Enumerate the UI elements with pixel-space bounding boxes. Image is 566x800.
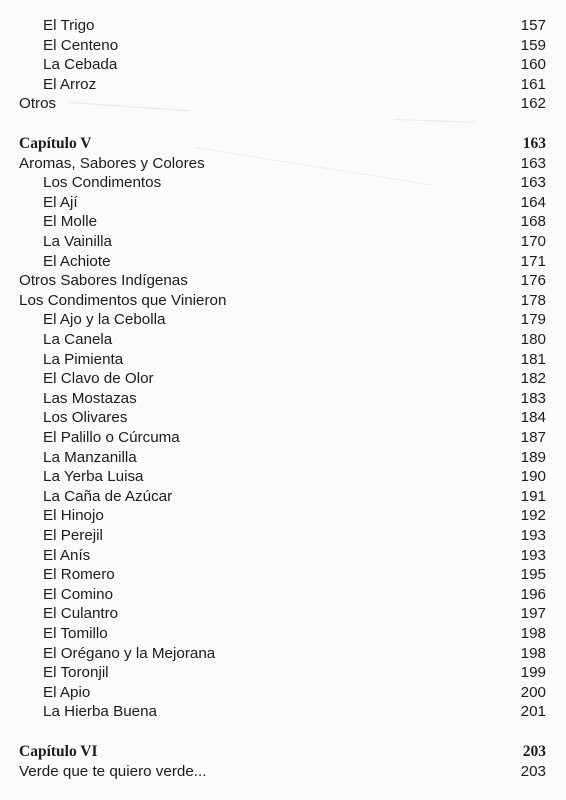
toc-entry: [0, 624, 546, 644]
page-number: 163: [520, 174, 546, 192]
entry-title: La Hierba Buena: [43, 703, 157, 721]
page-number: 190: [520, 468, 546, 486]
entry-title: El Palillo o Cúrcuma: [43, 429, 180, 446]
page-number: 193: [520, 527, 546, 544]
page-number: 168: [520, 213, 546, 231]
page-number: 162: [520, 95, 546, 113]
toc-entry: [0, 408, 546, 428]
entry-title: El Apio: [43, 683, 91, 701]
chapter-title: Capítulo VI: [19, 743, 98, 760]
entry-title: El Ajo y la Cebolla: [43, 311, 166, 329]
entry-title: El Hinojo: [43, 507, 104, 525]
page-number: 198: [520, 644, 546, 662]
entry-title: La Vainilla: [43, 233, 112, 250]
entry-title: La Manzanilla: [43, 448, 137, 466]
toc-entry: [0, 762, 546, 782]
entry-title: El Toronjil: [43, 664, 109, 682]
entry-title: El Comino: [43, 585, 114, 603]
entry-title: El Tomillo: [43, 625, 108, 642]
page-number: 171: [520, 252, 546, 270]
entry-title: El Perejil: [43, 527, 103, 544]
entry-title: Las Mostazas: [43, 389, 137, 407]
entry-title: La Cebada: [43, 56, 118, 74]
toc-entry: [0, 683, 546, 703]
page-number: 187: [520, 429, 546, 446]
toc-entry: [0, 506, 546, 526]
toc-entry: [0, 193, 546, 213]
page-number: 176: [520, 272, 546, 290]
page-number: 203: [520, 762, 546, 780]
page-number: 170: [520, 233, 546, 250]
toc-entry: [0, 428, 546, 448]
toc-entry: [0, 644, 546, 664]
toc-entry: [0, 585, 546, 605]
entry-title: La Canela: [43, 331, 113, 348]
entry-title: El Centeno: [43, 36, 119, 54]
toc-entry: [0, 16, 546, 36]
page-number: 197: [520, 605, 546, 623]
entry-title: El Clavo de Olor: [43, 370, 154, 388]
toc-entry: [0, 75, 546, 95]
page-number: 164: [520, 193, 546, 211]
toc-entry: [0, 252, 546, 272]
page-number: 178: [520, 291, 546, 309]
entry-title: Los Condimentos que Vinieron: [19, 291, 227, 309]
entry-title: El Anís: [43, 546, 91, 564]
toc-entry: [0, 448, 546, 468]
entry-title: Los Olivares: [43, 409, 128, 427]
page-number: 191: [520, 487, 546, 505]
chapter-heading: [0, 134, 546, 154]
page-number: 183: [520, 389, 546, 407]
page-number: 159: [520, 36, 546, 54]
toc-entry: [0, 173, 546, 193]
page-number: 157: [520, 17, 546, 34]
page-number: 182: [520, 370, 546, 388]
entry-title: Los Condimentos: [43, 174, 162, 192]
entry-title: El Ají: [43, 193, 78, 211]
page-number: 184: [520, 409, 546, 427]
toc-entry: [0, 389, 546, 409]
entry-title: Verde que te quiero verde...: [19, 762, 207, 780]
toc-entry: [0, 369, 546, 389]
entry-title: El Romero: [43, 566, 115, 584]
toc-entry: [0, 487, 546, 507]
page-number: 160: [520, 56, 546, 74]
toc-entry: [0, 232, 546, 252]
page-number: 163: [522, 135, 546, 152]
page-number: 196: [520, 585, 546, 603]
entry-title: El Arroz: [43, 75, 97, 93]
chapter-heading: [0, 742, 546, 762]
toc-entry: [0, 291, 546, 311]
toc-entry: [0, 350, 546, 370]
toc-entry: [0, 271, 546, 291]
page-number: 201: [520, 703, 546, 721]
entry-title: El Molle: [43, 213, 98, 231]
page-number: 181: [520, 350, 546, 368]
toc-entry: [0, 55, 546, 75]
toc-entry: [0, 546, 546, 566]
page-number: 179: [520, 311, 546, 329]
entry-title: El Trigo: [43, 17, 95, 34]
page-number: 195: [520, 566, 546, 584]
entry-title: La Yerba Luisa: [43, 468, 144, 486]
toc-entry: [0, 604, 546, 624]
entry-title: La Caña de Azúcar: [43, 487, 173, 505]
entry-title: Otros: [19, 95, 57, 113]
toc-entry: [0, 94, 546, 114]
entry-title: El Culantro: [43, 605, 119, 623]
entry-title: Otros Sabores Indígenas: [19, 272, 188, 290]
chapter-title: Capítulo V: [19, 135, 92, 152]
toc-entry: [0, 663, 546, 683]
page-number: 199: [520, 664, 546, 682]
toc-entry: [0, 526, 546, 546]
entry-title: Aromas, Sabores y Colores: [19, 154, 205, 172]
toc-entry: [0, 702, 546, 722]
toc-entry: [0, 154, 546, 174]
page-number: 200: [520, 683, 546, 701]
toc-entry: [0, 212, 546, 232]
toc-entry: [0, 565, 546, 585]
entry-title: El Achiote: [43, 252, 111, 270]
page-number: 180: [520, 331, 546, 348]
page-number: 203: [522, 743, 546, 760]
entry-title: El Orégano y la Mejorana: [43, 644, 216, 662]
page-number: 193: [520, 546, 546, 564]
toc-entry: [0, 310, 546, 330]
page-number: 192: [520, 507, 546, 525]
toc-entry: [0, 330, 546, 350]
page-number: 163: [520, 154, 546, 172]
scan-streak: [395, 119, 475, 123]
page-number: 161: [520, 75, 546, 93]
page-number: 198: [520, 625, 546, 642]
toc-entry: [0, 36, 546, 56]
page-number: 189: [520, 448, 546, 466]
toc-entry: [0, 467, 546, 487]
entry-title: La Pimienta: [43, 350, 124, 368]
